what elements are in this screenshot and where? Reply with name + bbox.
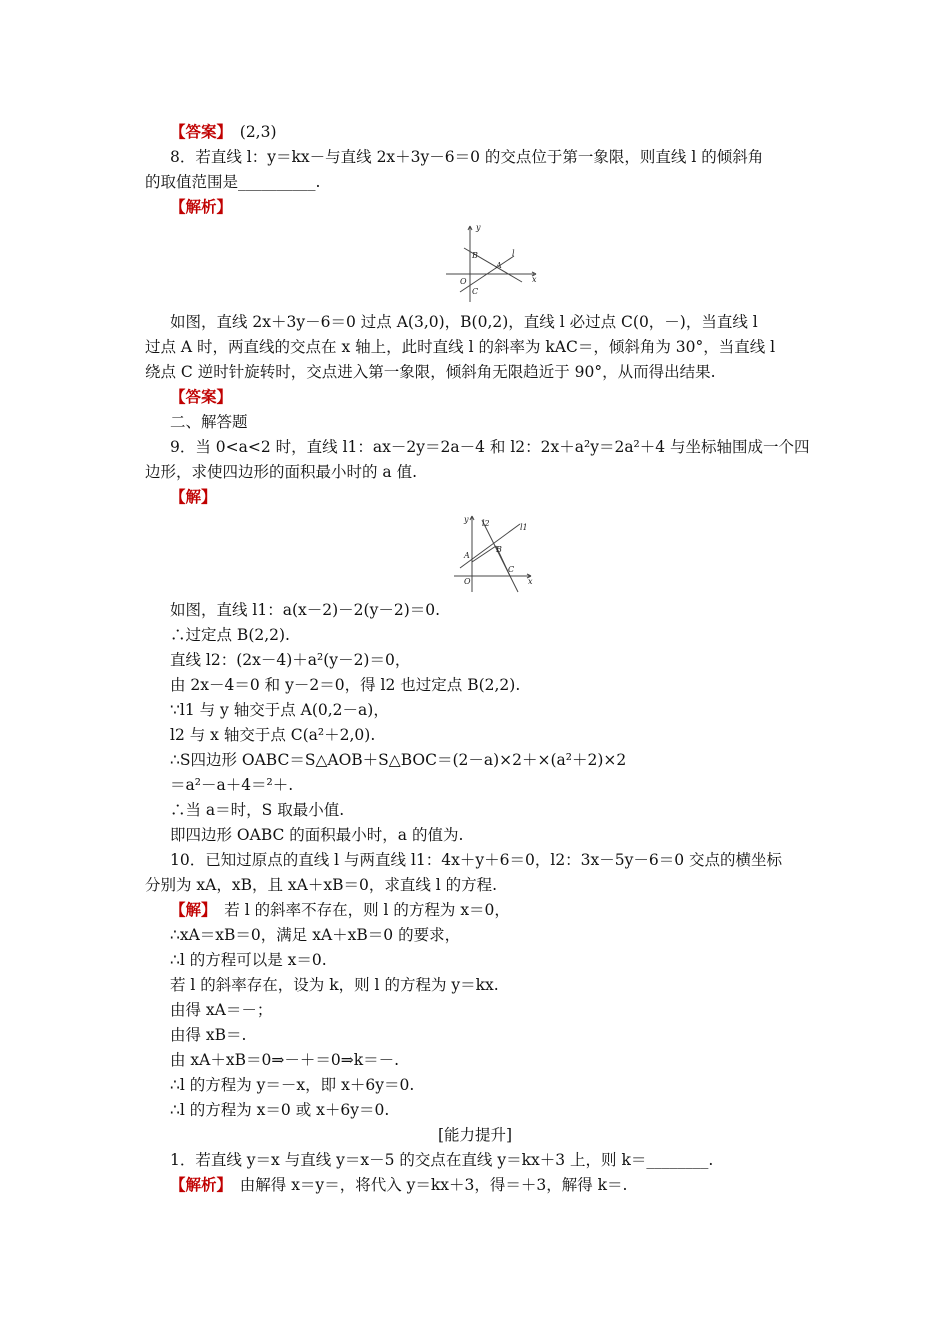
- fig2-label-b: B: [496, 545, 502, 554]
- q10-solution-line-7: 由 xA＋xB＝0⇒－＋＝0⇒k＝－.: [170, 1051, 400, 1069]
- q10-solution-line-5: 由得 xA＝－；: [170, 1001, 273, 1019]
- q10-line-1: 10．已知过原点的直线 l 与两直线 l1：4x＋y＋6＝0，l2：3x－5y－6＝0 交点的横坐标: [170, 851, 783, 869]
- fig2-label-c: C: [508, 565, 515, 574]
- q10-solution-line-4: 若 l 的斜率存在，设为 k，则 l 的方程为 y＝kx.: [170, 976, 499, 994]
- q9-solution-line-10: 即四边形 OABC 的面积最小时，a 的值为.: [170, 826, 464, 844]
- fig2-label-l2: l2: [482, 519, 490, 528]
- q10-solution-line-3: ∴l 的方程可以是 x＝0.: [170, 951, 327, 969]
- q10-solution-line-8: ∴l 的方程为 y＝－x，即 x＋6y＝0.: [170, 1076, 415, 1094]
- q8-analysis-line-1: 如图，直线 2x＋3y－6＝0 过点 A(3,0)，B(0,2)，直线 l 必过点 C(0，－)，当直线 l: [170, 313, 758, 331]
- fig2-label-a: A: [464, 551, 470, 560]
- q9-solution-line-4: 由 2x－4＝0 和 y－2＝0，得 l2 也过定点 B(2,2).: [170, 676, 521, 694]
- p1-analysis-line: [170, 1175, 627, 1195]
- fig1-label-b: B: [472, 251, 478, 260]
- q9-line-2: 边形，求使四边形的面积最小时的 a 值.: [145, 463, 418, 481]
- q8-answer-tag-line: [170, 387, 232, 407]
- q10-solution-line-6: 由得 xB＝.: [170, 1026, 247, 1044]
- q10-solution-text-1: 若 l 的斜率不存在，则 l 的方程为 x＝0，: [208, 901, 510, 919]
- q9-solution-line-9: ∴当 a＝时，S 取最小值.: [170, 801, 345, 819]
- analysis-tag: 【解析】: [170, 197, 233, 216]
- q8-line-2: 的取值范围是__________.: [145, 173, 321, 191]
- fig2-segment-ab: [472, 546, 496, 562]
- answer-line-1: [170, 122, 277, 142]
- q9-solution-line-5: ∵l1 与 y 轴交于点 A(0,2－a)，: [170, 701, 389, 719]
- figure-1: [442, 222, 542, 310]
- ability-heading: [能力提升]: [437, 1126, 513, 1144]
- answer-tag-2: 【答案】: [170, 387, 233, 406]
- fig2-label-y: y: [464, 515, 469, 524]
- q9-solution-line-7: ∴S四边形 OABC＝S△AOB＋S△BOC＝(2－a)×2＋×(a²＋2)×2: [170, 751, 627, 769]
- fig1-label-x: x: [532, 275, 537, 284]
- q8-analysis-tag: [170, 197, 232, 217]
- p1-analysis-text: 由解得 x＝y＝，将代入 y＝kx＋3，得＝＋3，解得 k＝.: [224, 1176, 628, 1194]
- section-heading: 二、解答题: [170, 413, 248, 431]
- answer-tag: 【答案】: [170, 122, 225, 141]
- q9-solution-line-6: l2 与 x 轴交于点 C(a²＋2,0).: [170, 726, 376, 744]
- q8-analysis-line-2: 过点 A 时，两直线的交点在 x 轴上，此时直线 l 的斜率为 kAC＝，倾斜角为 30°，当直线 l: [145, 338, 776, 356]
- fig1-label-o: O: [460, 277, 467, 286]
- q8-analysis-line-3: 绕点 C 逆时针旋转时，交点进入第一象限，倾斜角无限趋近于 90°，从而得出结果.: [145, 363, 716, 381]
- q9-solution-line-1: 如图，直线 l1：a(x－2)－2(y－2)＝0.: [170, 601, 441, 619]
- analysis-tag-2: 【解析】: [170, 1175, 225, 1194]
- fig2-label-x: x: [528, 577, 533, 586]
- fig1-label-l: l: [512, 249, 515, 258]
- fig1-label-c: C: [472, 287, 479, 296]
- fig2-label-o: O: [464, 577, 471, 586]
- q9-solution-line-2: ∴过定点 B(2,2).: [170, 626, 290, 644]
- q10-line-2: 分别为 xA，xB，且 xA＋xB＝0，求直线 l 的方程.: [145, 876, 498, 894]
- solution-tag-2: 【解】: [170, 900, 209, 919]
- fig1-label-y: y: [476, 223, 481, 232]
- answer-text: (2,3): [224, 123, 277, 141]
- figure-2: [450, 512, 536, 598]
- p1-line-1: 1．若直线 y＝x 与直线 y＝x－5 的交点在直线 y＝kx＋3 上，则 k＝________.: [170, 1151, 714, 1169]
- q9-line-1: 9．当 0<a<2 时，直线 l1：ax－2y＝2a－4 和 l2：2x＋a²y＝2a²＋4 与坐标轴围成一个四: [170, 438, 810, 456]
- fig1-label-a: A: [496, 261, 502, 270]
- q10-solution-line-2: ∴xA＝xB＝0，满足 xA＋xB＝0 的要求，: [170, 926, 461, 944]
- q10-solution-line-1: [170, 900, 510, 920]
- q8-line-1: 8．若直线 l：y＝kx－与直线 2x＋3y－6＝0 的交点位于第一象限，则直线 l 的倾斜角: [170, 148, 764, 166]
- q9-solution-line-8: ＝a²－a＋4＝²＋.: [170, 776, 294, 794]
- q10-solution-line-9: ∴l 的方程为 x＝0 或 x＋6y＝0.: [170, 1101, 390, 1119]
- q9-solution-line-3: 直线 l2：(2x－4)＋a²(y－2)＝0，: [170, 651, 411, 669]
- solution-tag: 【解】: [170, 487, 217, 506]
- q9-solution-tag: [170, 487, 217, 507]
- fig2-label-l1: l1: [520, 523, 528, 532]
- fig2-line-l2: [482, 520, 518, 592]
- fig2-line-l1: [460, 524, 520, 568]
